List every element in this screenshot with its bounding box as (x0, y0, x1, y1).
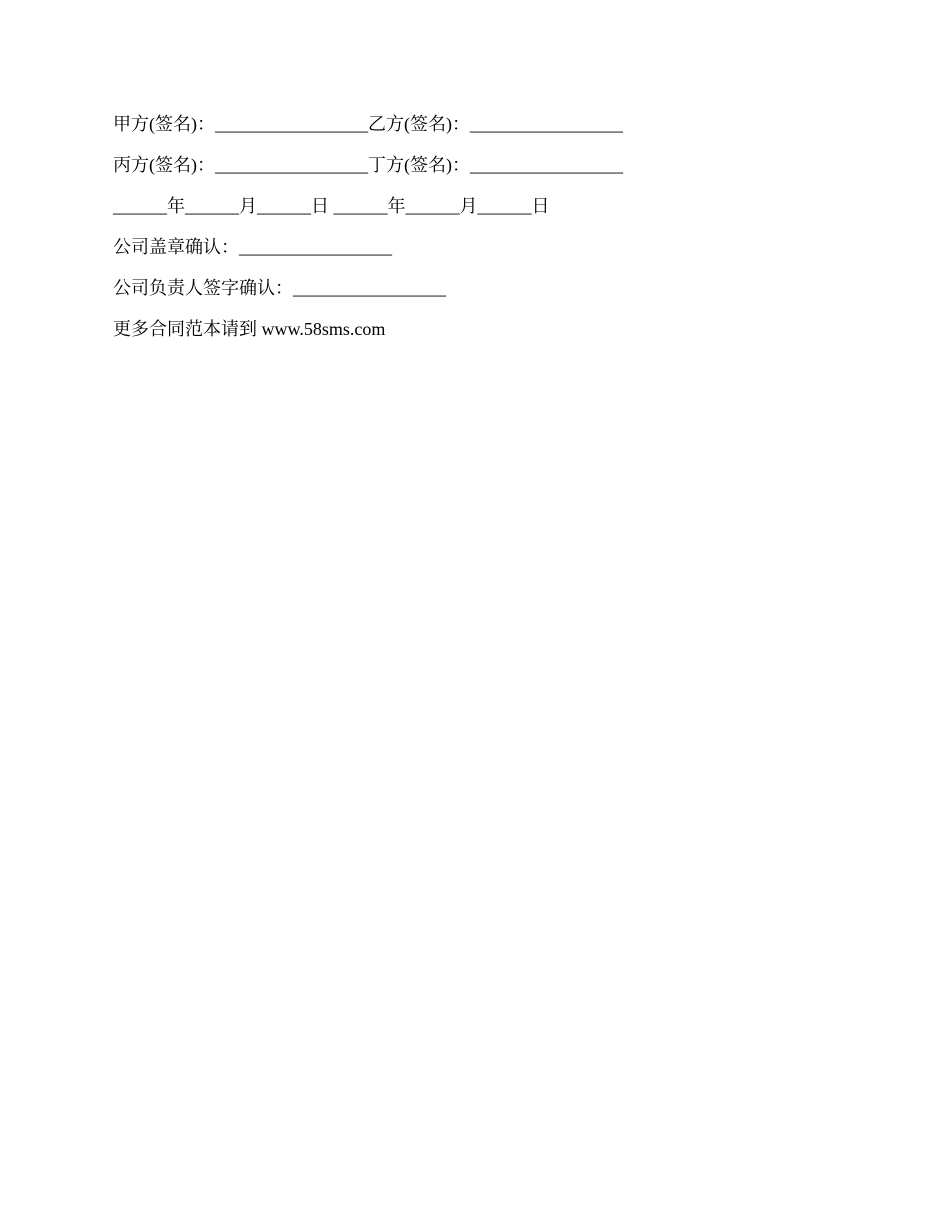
party-c-d-signature-line: 丙方(签名)：_________________丁方(签名)：_________________ (113, 155, 623, 175)
company-seal-line: 公司盖章确认：_________________ (113, 237, 392, 257)
date-line: ______年______月______日 ______年______月______日 (113, 196, 550, 216)
party-a-b-signature-line: 甲方(签名)：_________________乙方(签名)：_________________ (113, 114, 623, 134)
footer-note: 更多合同范本请到 www.58sms.com (113, 319, 386, 339)
company-head-signature-line: 公司负责人签字确认：_________________ (113, 278, 446, 298)
signature-block (113, 111, 833, 357)
